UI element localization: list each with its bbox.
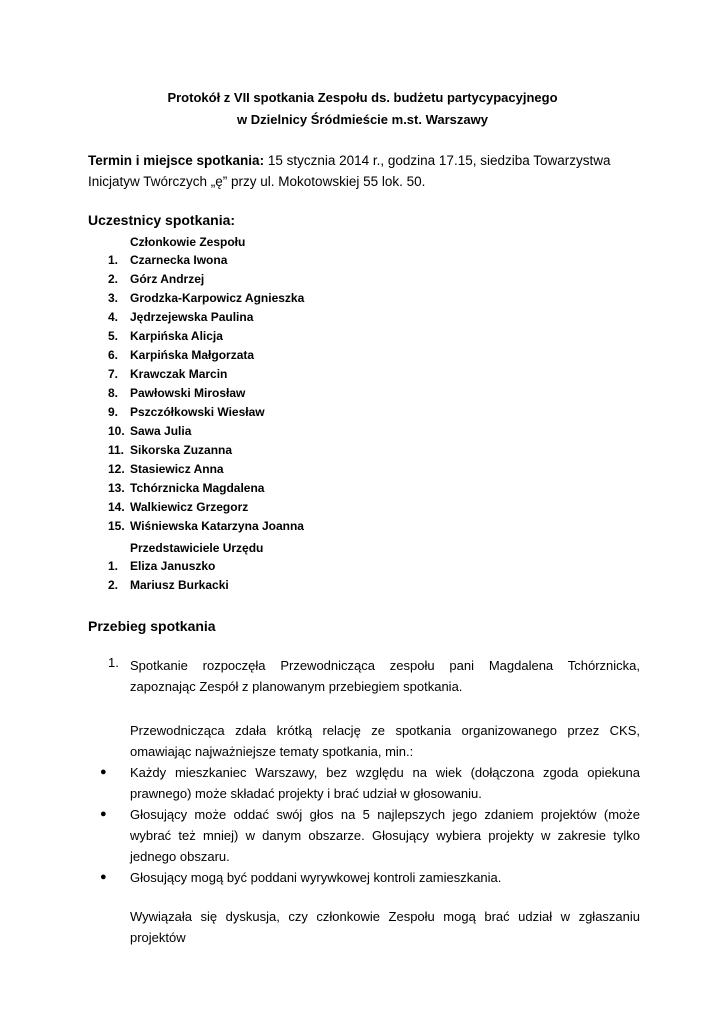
course-paragraph-discussion: Wywiązała się dyskusja, czy członkowie Zespołu mogą brać udział w zgłaszaniu projektów (130, 909, 640, 945)
list-item-number: 5. (108, 329, 119, 343)
list-item (108, 576, 229, 595)
list-item-number: 9. (108, 405, 119, 419)
list-item-number: 15. (108, 519, 125, 533)
document-title-line1: Protokół z VII spotkania Zespołu ds. budżetu partycypacyjnego (167, 90, 558, 105)
list-item-number: 14. (108, 500, 125, 514)
list-item-number: 4. (108, 310, 119, 324)
list-item (108, 251, 304, 270)
list-item (108, 365, 304, 384)
list-item-number: 6. (108, 348, 119, 362)
list-item-name: Pszczółkowski Wiesław (130, 405, 265, 419)
list-item (108, 346, 304, 365)
bullet-icon: ● (100, 766, 107, 778)
bullet-item (100, 762, 640, 804)
bullet-item (100, 867, 640, 888)
list-item (108, 403, 304, 422)
meeting-time-place-text: 15 stycznia 2014 r., godzina 17.15, siedziba Towarzystwa Inicjatyw Twórczych „ę” przy ul. Mokotowskiej 55 lok. 50. (88, 153, 611, 189)
list-item (108, 327, 304, 346)
list-item-number: 1. (108, 559, 119, 573)
meeting-time-place (88, 150, 648, 192)
officials-heading: Przedstawiciele Urzędu (130, 541, 264, 555)
list-item-name: Jędrzejewska Paulina (130, 310, 254, 324)
list-item-name: Czarnecka Iwona (130, 253, 228, 267)
list-item-name: Grodzka-Karpowicz Agnieszka (130, 291, 305, 305)
course-heading: Przebieg spotkania (88, 618, 216, 634)
list-item-name: Wiśniewska Katarzyna Joanna (130, 519, 304, 533)
list-item-name: Stasiewicz Anna (130, 462, 224, 476)
list-item (108, 422, 304, 441)
list-item-number: 7. (108, 367, 119, 381)
course-item-number: 1. (108, 655, 119, 670)
bullet-text: Głosujący może oddać swój głos na 5 najlepszych jego zdaniem projektów (może wybrać też mniej) w danym obszarze. Głosujący wybiera projekty w zakresie tylko jednego obszaru. (130, 807, 640, 864)
list-item-name: Pawłowski Mirosław (130, 386, 246, 400)
members-heading: Członkowie Zespołu (130, 235, 246, 249)
list-item (108, 384, 304, 403)
bullet-list (100, 762, 640, 888)
bullet-icon: ● (100, 808, 107, 820)
officials-list (108, 557, 229, 595)
list-item-number: 12. (108, 462, 125, 476)
list-item-name: Eliza Januszko (130, 559, 216, 573)
list-item (108, 517, 304, 536)
list-item-name: Karpińska Małgorzata (130, 348, 255, 362)
course-paragraph-summary: Przewodnicząca zdała krótką relację ze spotkania organizowanego przez CKS, omawiając najważniejsze tematy spotkania, min.: (130, 723, 640, 759)
list-item (108, 270, 304, 289)
course-item-text: Spotkanie rozpoczęła Przewodnicząca zespołu pani Magdalena Tchórznicka, zapoznając Zespół z planowanym przebiegiem spotkania. (130, 658, 640, 694)
list-item (108, 441, 304, 460)
list-item-name: Krawczak Marcin (130, 367, 228, 381)
bullet-text: Głosujący mogą być poddani wyrywkowej kontroli zamieszkania. (130, 870, 502, 885)
list-item-number: 10. (108, 424, 125, 438)
meeting-time-place-label: Termin i miejsce spotkania: (88, 153, 265, 168)
list-item-name: Górz Andrzej (130, 272, 205, 286)
list-item-number: 11. (108, 443, 125, 457)
bullet-item (100, 804, 640, 867)
list-item (108, 498, 304, 517)
bullet-text: Każdy mieszkaniec Warszawy, bez względu na wiek (dołączona zgoda opiekuna prawnego) może składać projekty i brać udział w głosowaniu. (130, 765, 640, 801)
list-item-name: Sawa Julia (130, 424, 192, 438)
list-item (108, 479, 304, 498)
list-item-name: Walkiewicz Grzegorz (130, 500, 249, 514)
list-item (108, 557, 229, 576)
list-item-number: 2. (108, 578, 119, 592)
participants-heading: Uczestnicy spotkania: (88, 212, 236, 228)
list-item (108, 308, 304, 327)
list-item-number: 2. (108, 272, 119, 286)
list-item-number: 13. (108, 481, 125, 495)
document-title-line2: w Dzielnicy Śródmieście m.st. Warszawy (237, 112, 488, 127)
list-item-number: 3. (108, 291, 119, 305)
list-item (108, 460, 304, 479)
list-item-number: 8. (108, 386, 119, 400)
list-item-number: 1. (108, 253, 119, 267)
list-item-name: Karpińska Alicja (130, 329, 223, 343)
members-list (108, 251, 304, 536)
bullet-icon: ● (100, 871, 107, 883)
list-item-name: Sikorska Zuzanna (130, 443, 233, 457)
list-item (108, 289, 304, 308)
list-item-name: Mariusz Burkacki (130, 578, 229, 592)
list-item-name: Tchórznicka Magdalena (130, 481, 265, 495)
